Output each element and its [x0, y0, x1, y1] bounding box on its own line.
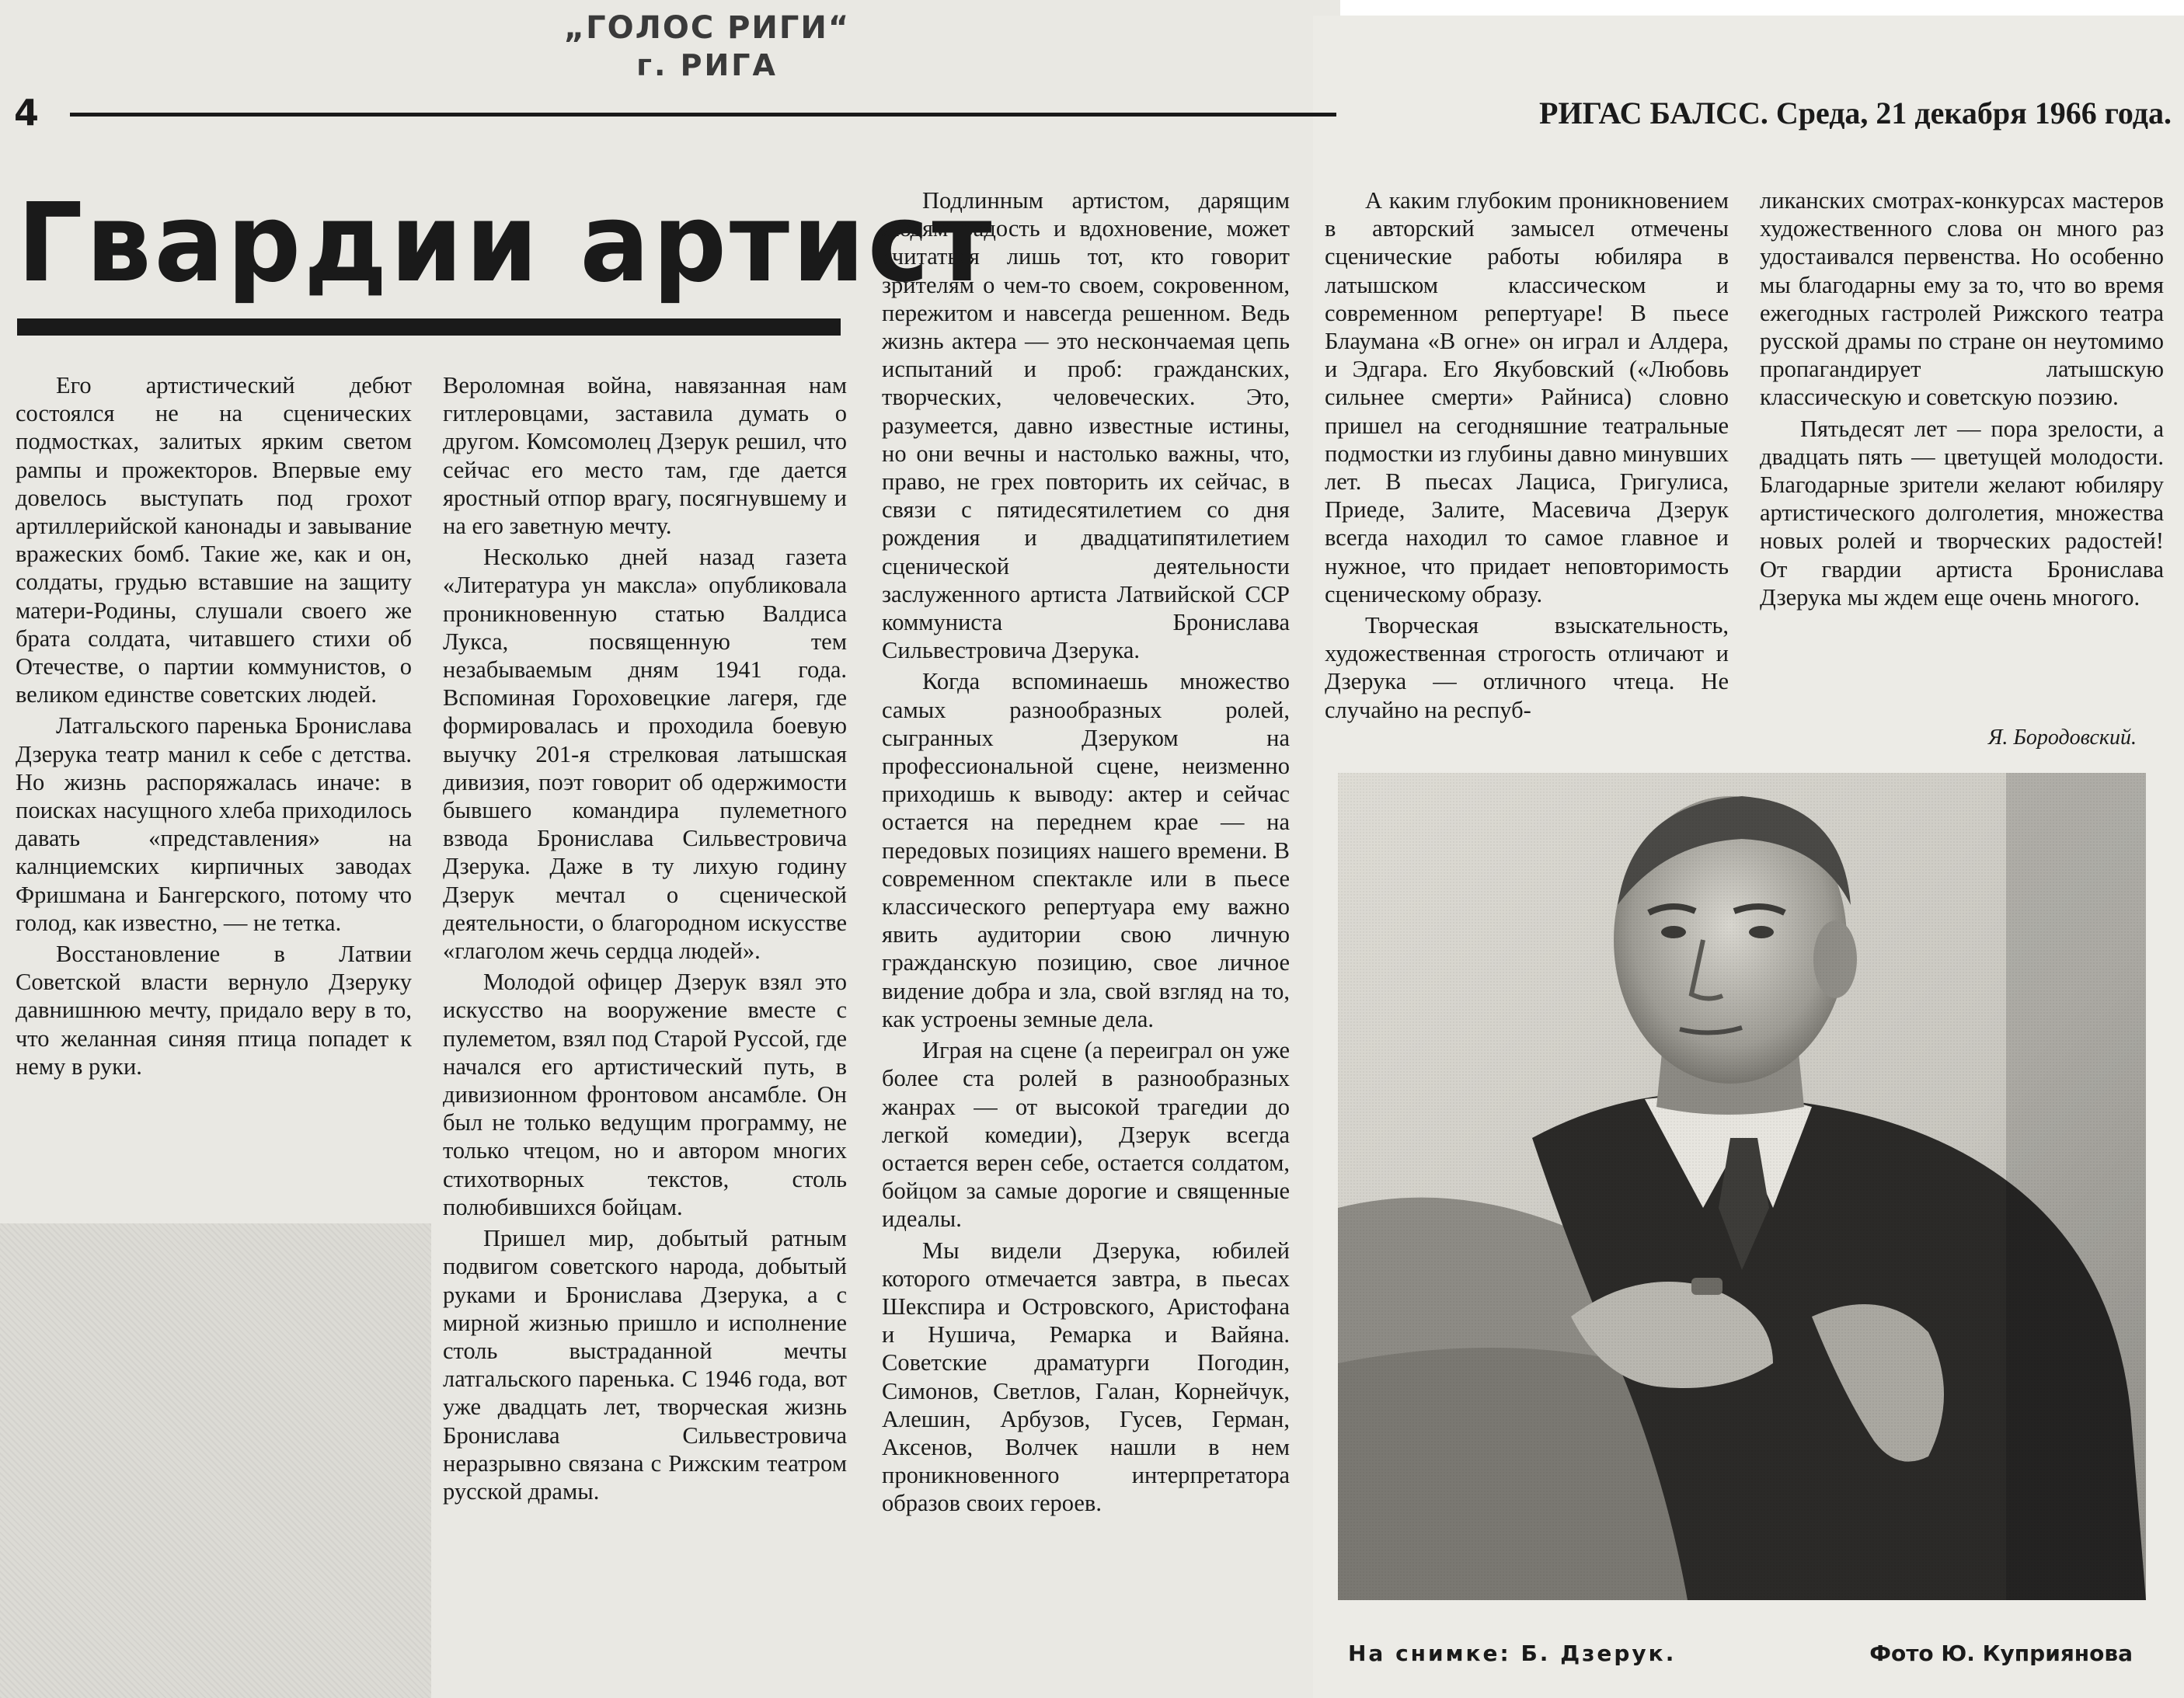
article-column-2: [443, 371, 847, 1505]
stamp-title: „ГОЛОС РИГИ“: [563, 10, 851, 46]
masthead-dateline: РИГАС БАЛСС. Среда, 21 декабря 1966 года.: [1539, 96, 2172, 130]
paragraph: Играя на сцене (а переиграл он уже более ста ролей в разнообразных жанрах — от высокой трагедии до легкой комедии), Дзерук всегда остается верен себе, остается солдатом, бойцом за самые дорогие и священные идеалы.: [882, 1037, 1290, 1233]
headline-rule: [17, 318, 841, 336]
author-signature: Я. Бородовский.: [1987, 725, 2137, 750]
paragraph: Пятьдесят лет — пора зрелости, а двадцать пять — цветущей молодости. Благодарные зрители желают юбиляру артистического долголетия, множества новых ролей и творческих радостей! От гвардии артиста Бронислава Дзерука мы ждем еще очень многого.: [1760, 415, 2164, 611]
stamp-city: г. РИГА: [636, 47, 778, 82]
paragraph: Подлинным артистом, дарящим людям радость и вдохновение, может считаться лишь тот, кто говорит зрителям о чем-то своем, сокровенном, пережитом и навсегда решенном. Ведь жизнь актера — это нескончаемая цепь испытаний и проб: гражданских, творческих, человеческих. Это, разумеется, давно известные истины, но они вечны и настолько важны, что, право, не грех повторить их сейчас, в связи с пятидесятилетием со дня рождения и двадцатипятилетием сценической деятельности заслуженного артиста Латвийской ССР коммуниста Бронислава Сильвестровича Дзерука.: [882, 187, 1290, 664]
paragraph: ликанских смотрах-конкурсах мастеров художественного слова он много раз удостаивался первенства. Но особенно мы благодарны ему за то, что во время ежегодных гастролей Рижского театра русской драмы по стране он неутомимо пропагандирует латышскую классическую и советскую поэзию.: [1760, 187, 2164, 411]
publication-stamp: [536, 9, 878, 83]
article-column-1: [16, 371, 412, 1080]
paper-torn-area: [0, 1223, 431, 1698]
portrait-illustration: [1338, 773, 2146, 1600]
article-column-4: [1325, 186, 1729, 724]
paragraph: Молодой офицер Дзерук взял это искусство на вооружение вместе с пулеметом, взял под Старой Руссой, где начался его артистический путь, в дивизионном фронтовом ансамбле. Он был не только ведущим программу, не только чтецом, но и автором многих стихотворных текстов, столь полюбившихся бойцам.: [443, 969, 847, 1220]
portrait-photo: [1338, 773, 2146, 1600]
caption-subject: На снимке: Б. Дзерук.: [1348, 1641, 1677, 1666]
paragraph: Латгальского паренька Бронислава Дзерука театр манил к себе с детства. Но жизнь распоряжалась иначе: в поисках насущного хлеба приходилось давать «представления» на калнциемских кирпичных заводах Фришмана и Бангерского, потому что голод, как известно, — не тетка.: [16, 712, 412, 936]
paragraph: Его артистический дебют состоялся не на сценических подмостках, залитых ярким светом рампы и прожекторов. Впервые ему довелось выступать под грохот артиллерийской канонады и завывание вражеских бомб. Такие же, как и он, солдаты, грудью вставшие на защиту матери-Родины, слушали своего же брата солдата, читавшего стихи об Отечестве, о партии коммунистов, о великом единстве советских людей.: [16, 372, 412, 708]
paragraph: Восстановление в Латвии Советской власти вернуло Дзеруку давнишнюю мечту, придало веру в то, что желанная синяя птица попадет к нему в руки.: [16, 941, 412, 1080]
article-headline: Гвардии артист: [17, 180, 995, 307]
paragraph: Несколько дней назад газета «Литература ун максла» опубликовала проникновенную статью Валдиса Лукса, посвященную тем незабываемым дням 1941 года. Вспоминая Гороховецкие лагеря, где формировалась и проходила боевую выучку 201-я стрелковая латышская дивизия, поэт говорит об одержимости бывшего командира пулеметного взвода Бронислава Сильвестровича Дзерука. Даже в ту лихую годину Дзерук мечтал о сценической деятельности, о благородном искусстве «глаголом жечь сердца людей».: [443, 544, 847, 965]
article-column-5: [1760, 186, 2164, 611]
caption-credit: Фото Ю. Куприянова: [1869, 1641, 2133, 1666]
paragraph: Вероломная война, навязанная нам гитлеровцами, заставила думать о другом. Комсомолец Дзерук решил, что сейчас его место там, где дается яростный отпор врагу, посягнувшему и на его заветную мечту.: [443, 372, 847, 540]
article-column-3: [882, 186, 1290, 1518]
paragraph: Мы видели Дзерука, юбилей которого отмечается завтра, в пьесах Шекспира и Островского, Аристофана и Нушича, Ремарка и Вайяна. Советские драматурги Погодин, Симонов, Светлов, Галан, Корнейчук, Алешин, Арбузов, Гусев, Герман, Аксенов, Волчек нашли в нем проникновенного интерпретатора образов своих героев.: [882, 1237, 1290, 1517]
paragraph: А каким глубоким проникновением в авторский замысел отмечены сценические работы юбиляра в латышском классическом и современном репертуаре! В пьесе Блаумана «В огне» он играл и Алдера, и Эдгара. Его Якубовский («Любовь сильнее смерти» Райниса) словно пришел на сегодняшние театральные подмостки из глубины давно минувших лет. В пьесах Лациса, Григулиса, Приеде, Залите, Масевича Дзерук всегда находил то самое главное и нужное, что придает неповторимость сценическому образу.: [1325, 187, 1729, 607]
page-number: 4: [14, 92, 40, 134]
paragraph: Когда вспоминаешь множество самых разнообразных ролей, сыгранных Дзеруком на профессиональной сцене, неизменно приходишь к выводу: актер и сейчас остается на переднем крае — на передовых позициях нашего времени. В современном спектакле или в пьесе классического репертуара ему важно явить аудитории свою личную гражданскую позицию, свое личное видение добра и зла, свой взгляд на то, как устроены земные дела.: [882, 668, 1290, 1032]
paragraph: Творческая взыскательность, художественная строгость отличают и Дзерука — отличного чтеца. Не случайно на респуб-: [1325, 612, 1729, 723]
paragraph: Пришел мир, добытый ратным подвигом советского народа, добытый руками и Бронислава Дзерука, а с мирной жизнью пришло и исполнение столь выстраданной мечты латгальского паренька. С 1946 года, вот уже двадцать лет, творческая жизнь Бронислава Сильвестровича неразрывно связана с Рижским театром русской драмы.: [443, 1225, 847, 1505]
header-rule: [70, 113, 1336, 117]
